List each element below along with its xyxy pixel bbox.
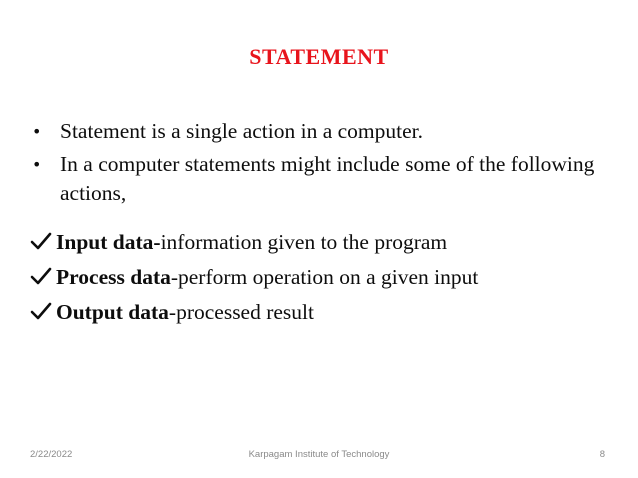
check-mark-icon — [30, 301, 56, 321]
bullet-dot-icon: • — [32, 155, 42, 174]
check-item-bold: Process data — [56, 265, 171, 289]
check-item-text: -processed result — [168, 300, 314, 324]
bullet-item — [30, 117, 610, 146]
bullet-item — [30, 150, 610, 208]
bullet-text: In a computer statements might include some of the following actions, — [60, 152, 595, 205]
check-mark-icon — [30, 231, 56, 251]
check-list — [30, 225, 620, 330]
bullet-text: Statement is a single action in a computer. — [60, 119, 424, 143]
footer-organization: Karpagam Institute of Technology — [248, 449, 390, 460]
check-item-text: information given to the program — [160, 230, 448, 254]
footer-date: 2/22/2022 — [30, 449, 73, 460]
check-mark-icon — [30, 266, 56, 286]
check-item-bold: Output data — [56, 300, 169, 324]
bullet-list — [30, 117, 610, 212]
check-item — [30, 225, 620, 260]
check-item — [30, 260, 620, 295]
footer-page-number: 8 — [599, 449, 605, 460]
check-item-bold: Input data- — [56, 230, 161, 254]
check-item — [30, 295, 620, 330]
slide-title: STATEMENT — [249, 44, 389, 69]
bullet-dot-icon: • — [32, 122, 42, 141]
check-item-text: -perform operation on a given input — [170, 265, 479, 289]
